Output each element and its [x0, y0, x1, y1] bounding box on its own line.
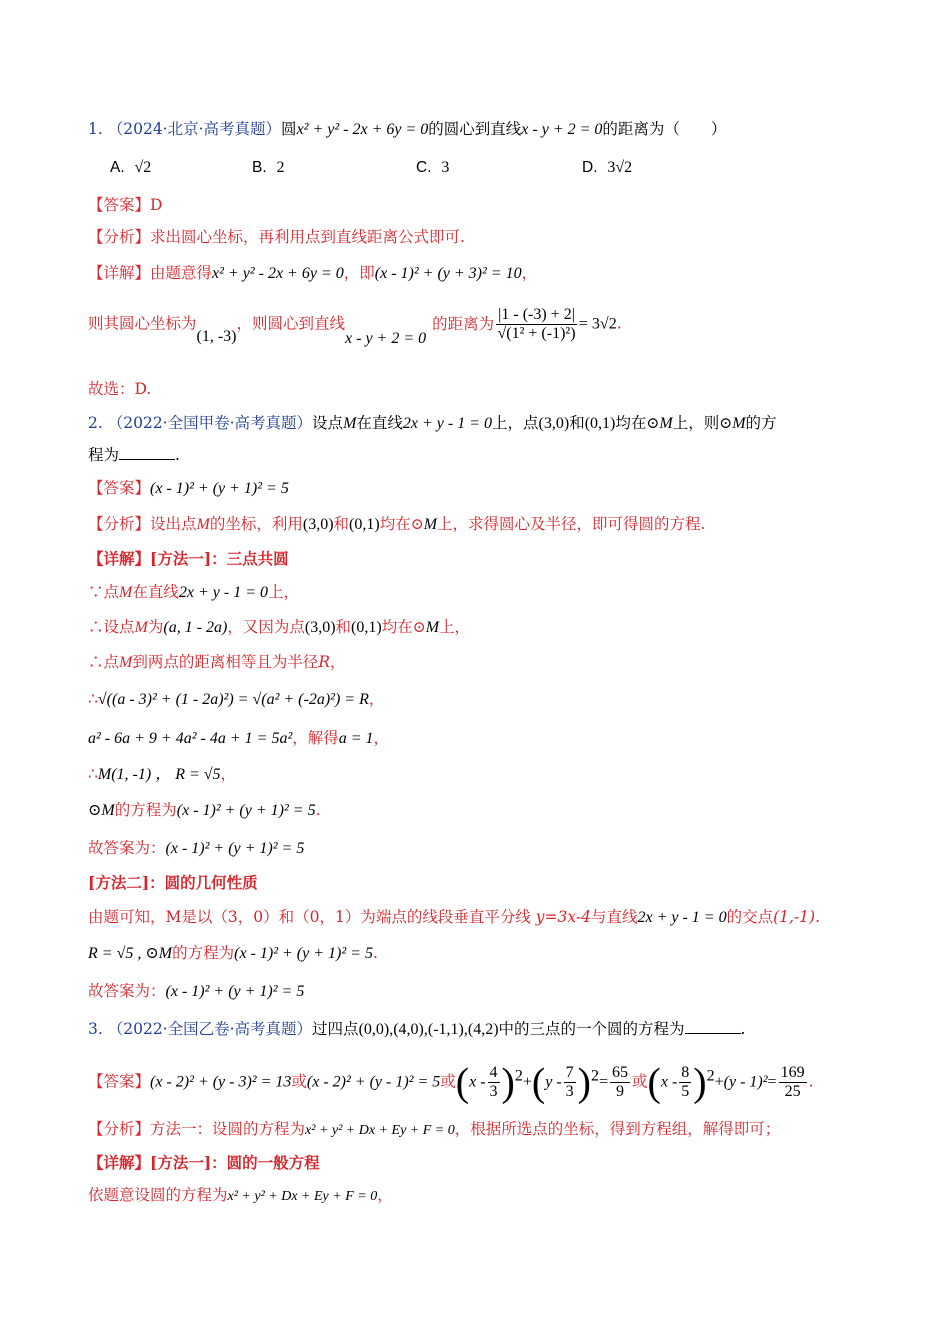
q1-number: 1. [88, 120, 103, 138]
q3-stem: 3. （2022·全国乙卷·高考真题）过四点(0,0),(4,0),(-1,1),(4,2)中的三点的一个圆的方程为 . [88, 1020, 746, 1038]
q3-method1-title: 【详解】[方法一]：圆的一般方程 [88, 1153, 320, 1172]
q1-option-a[interactable]: A. √2 [110, 159, 152, 176]
q1-detail: 【详解】由题意得x² + y² - 2x + 6y = 0，即(x - 1)² + (y + 3)² = 10， [88, 264, 538, 282]
q2-step7: ⊙M的方程为(x - 1)² + (y + 1)² = 5. [88, 801, 321, 819]
q2-answer: 【答案】(x - 1)² + (y + 1)² = 5 [88, 479, 289, 497]
q2-step1: ∵点M在直线2x + y - 1 = 0上， [88, 583, 299, 601]
q2-method2-answer: 故答案为：(x - 1)² + (y + 1)² = 5 [88, 982, 305, 1000]
q1-option-b[interactable]: B. 2 [252, 159, 285, 176]
answer-blank [119, 445, 175, 460]
q2-step6: ∴M(1, -1) ， R = √5， [88, 765, 237, 783]
detail-tag: 【详解】 [88, 264, 151, 282]
q1-option-d[interactable]: D. 3√2 [582, 159, 633, 176]
q1-line-eq: x - y + 2 = 0 [521, 121, 603, 138]
q2-stem: 2. （2022·全国甲卷·高考真题）设点M在直线2x + y - 1 = 0上，点(3,0)和(0,1)均在⊙M上，则⊙M的方 [88, 414, 777, 432]
q2-stem-cont: 程为 . [88, 446, 180, 464]
answer-tag: 【答案】 [88, 196, 151, 214]
q3-answer: 【答案】(x - 2)² + (y - 3)² = 13或(x - 2)² + (y - 1)² = 5或(x - $\frac{4}{3}$ )$^2$+(y - $\frac{7}{3}$ )$^2$= $\frac{65}{9}$ 或(x - $\frac{8}{5}$ )$^2$+(y - 1)²= $\frac{169}{25}$ . [88, 1059, 814, 1105]
q1-option-c[interactable]: C. 3 [416, 159, 450, 176]
q1-circle-eq: x² + y² - 2x + 6y = 0 [296, 121, 429, 138]
q2-method1-title: 【详解】[方法一]：三点共圆 [88, 549, 289, 568]
q1-answer-value: D [150, 196, 163, 214]
q1-analysis: 【分析】求出圆心坐标，再利用点到直线距离公式即可. [88, 228, 465, 246]
q1-distance-fraction: $\frac{|1 - (-3) + 2|}{\text{√(1² + (-1)²)}}$ [497, 306, 576, 342]
q2-method2: 由题可知，M是以（3，0）和（0，1）为端点的线段垂直平分线 y=3x-4与直线2x + y - 1 = 0的交点(1,-1). [88, 908, 821, 926]
q1-conclusion: 故选：D. [88, 380, 152, 398]
q3-detail: 依题意设圆的方程为x² + y² + Dx + Ey + F = 0， [88, 1186, 393, 1204]
q2-analysis: 【分析】设出点M的坐标，利用(3,0)和(0,1)均在⊙M上，求得圆心及半径，即可得圆的方程. [88, 515, 706, 533]
q1-stem-c: 的距离为（ ） [602, 120, 727, 138]
q1-answer [88, 194, 162, 216]
q2-method2-title: [方法二]：圆的几何性质 [88, 873, 258, 892]
q2-method2-radius: R = √5 , ⊙M的方程为(x - 1)² + (y + 1)² = 5. [88, 944, 378, 962]
q1-stem-b: 的圆心到直线 [428, 120, 522, 138]
analysis-tag: 【分析】 [88, 228, 151, 246]
q2-step3: ∴点M到两点的距离相等且为半径R， [88, 653, 346, 671]
q1-center-line: 则其圆心坐标为(1, -3)，则圆心到直线x - y + 2 = 0的距离为 $\frac{|1 - (-3) + 2|}{\text{√(1² + (-1)²)}}$ = 3√2. [88, 306, 622, 347]
q1-stem [88, 118, 726, 141]
q2-step8: 故答案为：(x - 1)² + (y + 1)² = 5 [88, 839, 305, 857]
q1-source: （2024·北京·高考真题） [107, 120, 282, 138]
q1-stem-a: 圆 [281, 120, 297, 138]
q3-analysis: 【分析】方法一：设圆的方程为x² + y² + Dx + Ey + F = 0，根据所选点的坐标，得到方程组，解得即可； [88, 1120, 781, 1138]
q2-step4: ∴√((a - 3)² + (1 - 2a)²) = √(a² + (-2a)²) = R， [88, 690, 385, 708]
q2-step2: ∴设点M为(a, 1 - 2a)，又因为点(3,0)和(0,1)均在⊙M上， [88, 618, 471, 636]
q2-step5: a² - 6a + 9 + 4a² - 4a + 1 = 5a²，解得a = 1， [88, 729, 390, 747]
answer-blank [685, 1019, 741, 1034]
